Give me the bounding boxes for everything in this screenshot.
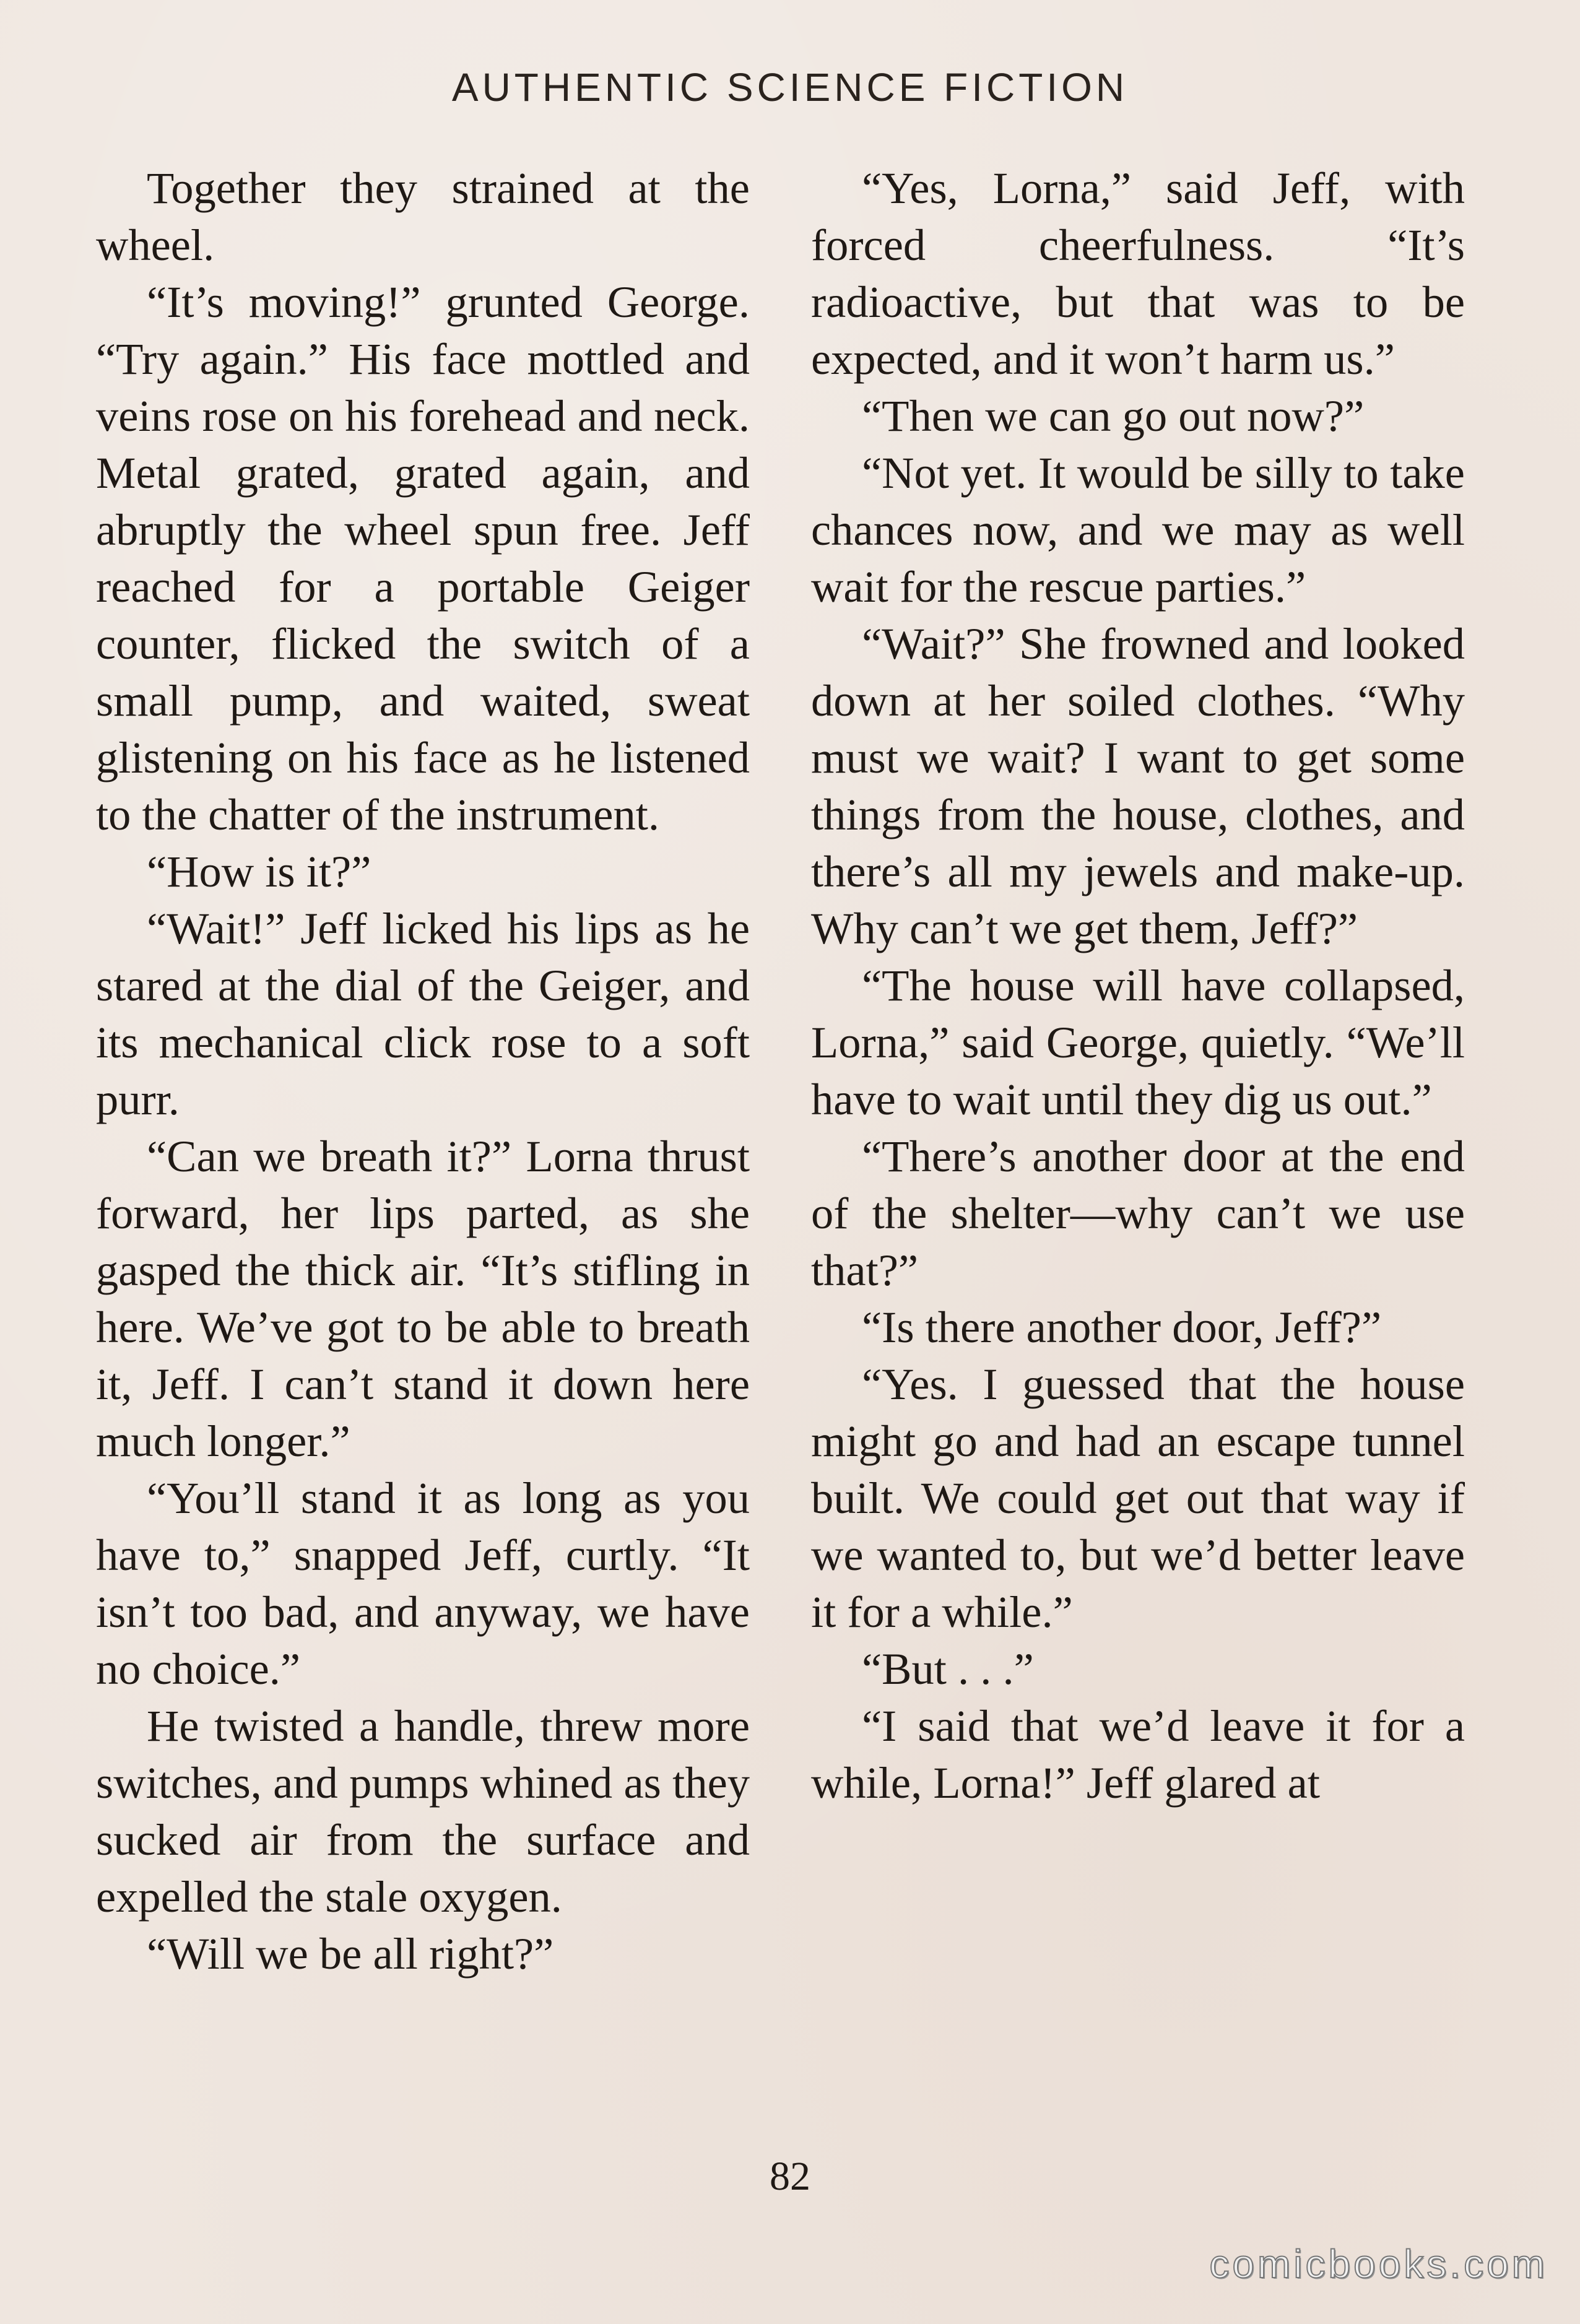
paragraph: “Wait?” She frowned and looked down at her soiled clothes. “Why must we wait? I want to get some things from the house, clothes, and there’s all my jewels and make-up. Why can’t we get them, Jeff?” (811, 618, 1465, 953)
paragraph: He twisted a handle, threw more switches, and pumps whined as they sucked air from the surface and expelled the stale oxygen. (96, 1701, 750, 1922)
text-column-left (96, 160, 750, 1982)
page-number: 82 (770, 2154, 810, 2199)
paragraph: “Wait!” Jeff licked his lips as he stared at the dial of the Geiger, and its mechanical click rose to a soft purr. (96, 903, 750, 1124)
paragraph: “It’s moving!” grunted George. “Try again.” His face mottled and veins rose on his forehead and neck. Metal grated, grated again, and abruptly the wheel spun free. Jeff reached for a portable Geiger counter, flicked the switch of a small pump, and waited, sweat glistening on his face as he listened to the chatter of the instrument. (96, 277, 750, 839)
paragraph: “But . . .” (862, 1644, 1034, 1694)
paragraph: Together they strained at the wheel. (96, 163, 750, 270)
paragraph: “I said that we’d leave it for a while, Lorna!” Jeff glared at (811, 1701, 1465, 1808)
text-column-right (811, 160, 1465, 1811)
running-title: AUTHENTIC SCIENCE FICTION (451, 65, 1129, 110)
paragraph: “You’ll stand it as long as you have to,” snapped Jeff, curtly. “It isn’t too bad, and anyway, we have no choice.” (96, 1473, 750, 1694)
paragraph: “Can we breath it?” Lorna thrust forward, her lips parted, as she gasped the thick air. “It’s stifling in here. We’ve got to be able to breath it, Jeff. I can’t stand it down here much longer.” (96, 1131, 750, 1466)
paragraph: “Not yet. It would be silly to take chances now, and we may as well wait for the rescue parties.” (811, 448, 1465, 612)
paragraph: “Then we can go out now?” (862, 391, 1365, 441)
paragraph: “The house will have collapsed, Lorna,” said George, quietly. “We’ll have to wait until they dig us out.” (811, 960, 1465, 1124)
paragraph: “Is there another door, Jeff?” (862, 1302, 1382, 1352)
paragraph: “Will we be all right?” (147, 1928, 554, 1979)
paragraph: “Yes, Lorna,” said Jeff, with forced cheerfulness. “It’s radioactive, but that was to be expected, and it won’t harm us.” (811, 163, 1465, 384)
site-watermark: comicbooks.com (1209, 2242, 1548, 2286)
paragraph: “How is it?” (147, 846, 371, 896)
paragraph: “There’s another door at the end of the shelter—why can’t we use that?” (811, 1131, 1465, 1295)
paragraph: “Yes. I guessed that the house might go and had an escape tunnel built. We could get out that way if we wanted to, but we’d better leave it for a while.” (811, 1359, 1465, 1637)
